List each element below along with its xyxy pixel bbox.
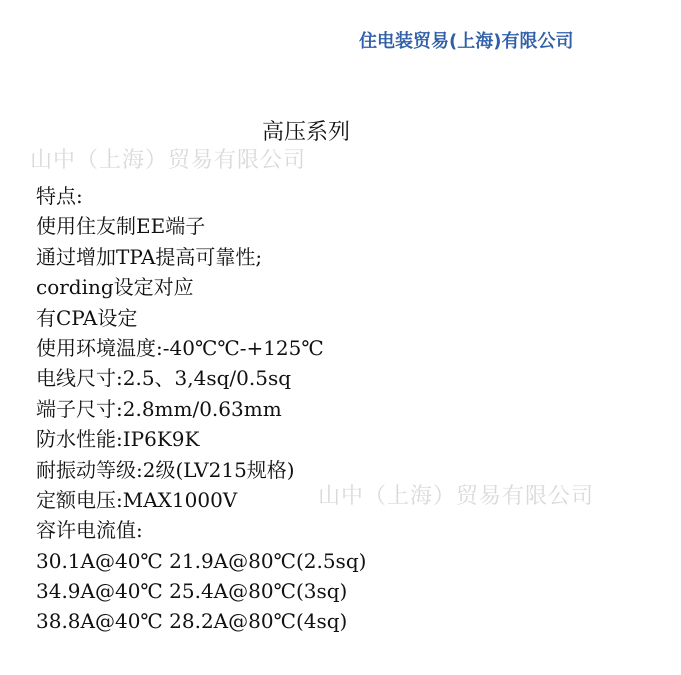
watermark-top: 山中（上海）贸易有限公司 — [30, 148, 307, 173]
current-row-4sq: 38.8A@40℃ 28.2A@80℃(4sq) — [36, 609, 348, 634]
current-row-2-5sq: 30.1A@40℃ 21.9A@80℃(2.5sq) — [36, 548, 367, 573]
spec-line-wire-size: 电线尺寸:2.5、3,4sq/0.5sq — [36, 366, 292, 391]
current-heading: 容许电流值: — [36, 518, 143, 543]
features-heading: 特点: — [36, 184, 83, 208]
spec-line-terminal-size: 端子尺寸:2.8mm/0.63mm — [36, 396, 282, 421]
current-row-3sq: 34.9A@40℃ 25.4A@80℃(3sq) — [36, 579, 348, 604]
page-title: 高压系列 — [262, 120, 351, 145]
spec-line-cording: cording设定对应 — [36, 275, 194, 300]
watermark-bottom: 山中（上海）贸易有限公司 — [318, 484, 595, 509]
spec-line-temperature: 使用环境温度:-40℃℃-+125℃ — [36, 335, 324, 360]
spec-line-terminal-type: 使用住友制EE端子 — [36, 214, 206, 239]
spec-line-tpa: 通过增加TPA提高可靠性; — [36, 244, 263, 269]
spec-list — [36, 181, 366, 637]
spec-line-cpa: 有CPA设定 — [36, 305, 138, 330]
spec-line-rated-voltage: 定额电压:MAX1000V — [36, 487, 238, 512]
spec-line-waterproof: 防水性能:IP6K9K — [36, 427, 200, 452]
spec-line-vibration: 耐振动等级:2级(LV215规格) — [36, 457, 295, 482]
company-name-header: 住电装贸易(上海)有限公司 — [359, 31, 574, 52]
